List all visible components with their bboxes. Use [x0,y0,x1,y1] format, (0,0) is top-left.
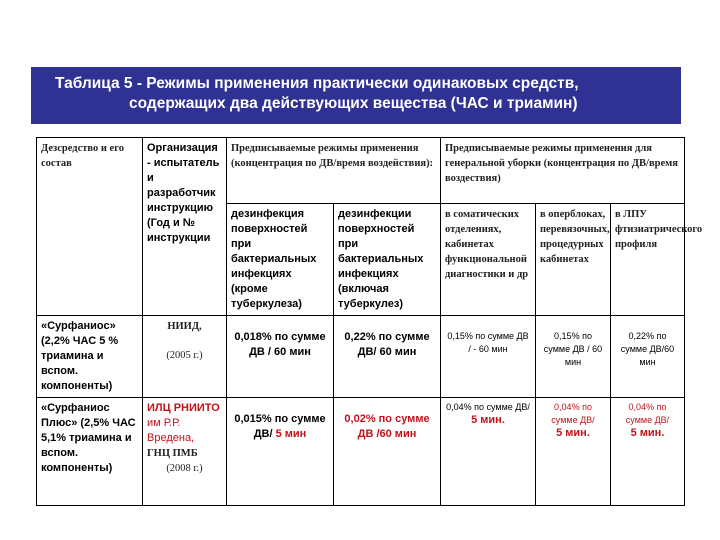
value-cell: 0,15% по сумме ДВ / 60 мин [536,316,611,398]
subheader-tb: в ЛПУ фтизиатрического профиля [611,204,685,316]
subheader-operblock: в оперблоках, перевязочных, процедурных кабинетах [536,204,611,316]
subheader-somatic: в соматических отделениях, кабинетах функциональной диагностики и др [441,204,536,316]
value-cell: 0,02% по сумме ДВ /60 мин [334,398,441,506]
header-product: Дезсредство и его состав [37,138,143,316]
value-cell: 0,22% по сумме ДВ/60 мин [611,316,685,398]
value-cell: 0,018% по сумме ДВ / 60 мин [227,316,334,398]
org-year: (2008 г.) [166,463,203,474]
regimes-table [36,137,703,506]
org-cell [143,316,227,398]
table-title [31,67,681,124]
subheader-with-tb: дезинфекции поверхностей при бактериальных инфекциях (включая туберкулез) [334,204,441,316]
header-org: Организация - испытатель и разработчик инструкцию (Год и № инструкции [143,138,227,316]
org-name: НИИД, [167,321,202,332]
product-cell: «Сурфаниос» (2,2% ЧАС 5 % триамина и вспом. компоненты) [37,316,143,398]
value-cell: 0,04% по сумме ДВ/ 5 мин. [611,398,685,506]
product-cell: «Сурфаниос Плюс» (2,5% ЧАС 5,1% триамина и вспом. компоненты) [37,398,143,506]
org-name-2: им Р.Р. Вредена, [147,417,195,444]
org-year: (2005 г.) [166,350,203,361]
subheader-no-tb: дезинфекция поверхностей при бактериальных инфекциях (кроме туберкулеза) [227,204,334,316]
table-row [37,316,685,398]
value-cell: 0,15% по сумме ДВ / - 60 мин [441,316,536,398]
org-name: ИЛЦ РНИИТО [147,402,220,414]
title-line-2: содержащих два действующих вещества (ЧАС и триамин) [129,95,578,112]
title-line-1: Таблица 5 - Режимы применения практически одинаковых средств, [55,75,579,92]
org-name-3: ГНЦ ПМБ [147,448,198,459]
value-cell: 0,015% по сумме ДВ/ 5 мин [227,398,334,506]
org-cell [143,398,227,506]
value-cell: 0,22% по сумме ДВ/ 60 мин [334,316,441,398]
value-cell: 0,04% по сумме ДВ/ 5 мин. [441,398,536,506]
value-cell: 0,04% по сумме ДВ/ 5 мин. [536,398,611,506]
header-general: Предписываемые режимы применения для генеральной уборки (концентрация по ДВ/время воздествия) [441,138,685,204]
header-regimes: Предписываемые режимы применения (концентрация по ДВ/время воздействия): [227,138,441,204]
table-row [37,398,685,506]
